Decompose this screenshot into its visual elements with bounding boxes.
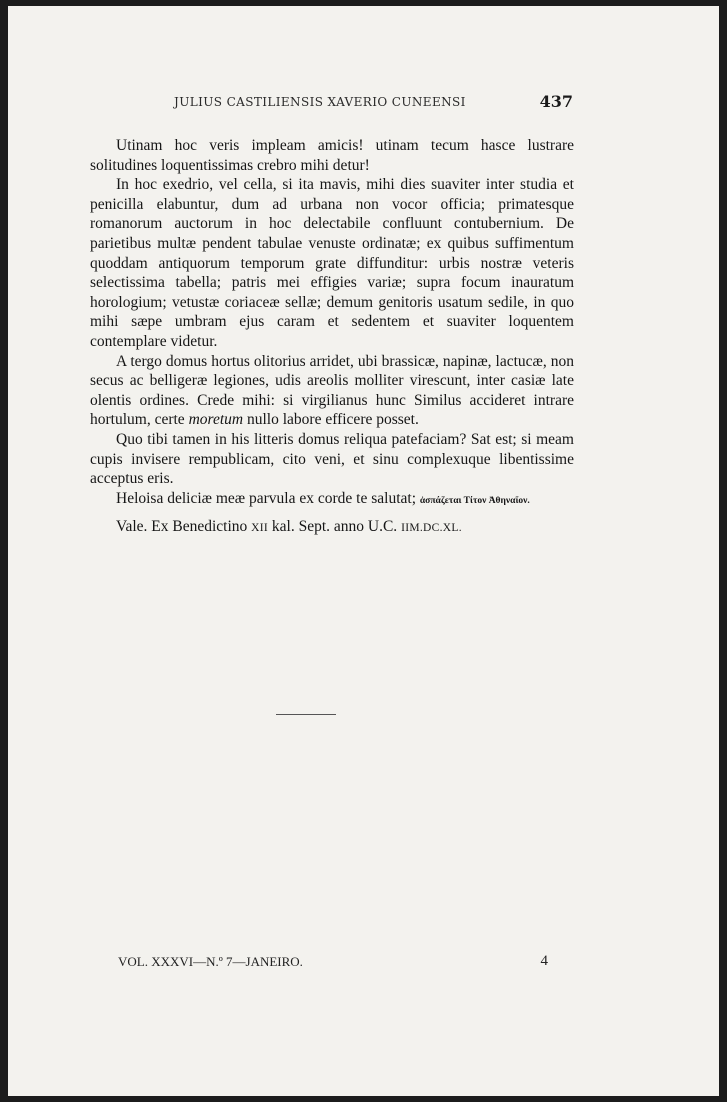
page-sheet [8, 6, 719, 1096]
paragraph-1: Utinam hoc veris impleam amicis! utinam tecum hasce lustrare solitudines loquentissimas crebro mihi detur! [90, 137, 574, 174]
closing-lead: Vale. Ex Benedictino [116, 518, 248, 536]
closing-mid: kal. Sept. anno U.C. [271, 518, 398, 536]
paragraph-2: In hoc exedrio, vel cella, si ita mavis, mihi dies suaviter inter studia et penicilla elabuntur, dum ad urbana non vocor officia; primatesque romanorum auctorum in hoc delectabile confluunt contubernium. De parietibus multæ pendent tabulae venuste ordinatæ; ex quibus suffimentum quoddam antiquorum temporum grate diffunditur: urbis nostræ veteris selectissima tabella; patris mei effigies variæ; supra focum inauratum horologium; vetustæ coriaceæ sellæ; demum genitoris usatum sedile, in quo mihi sæpe umbram ejus caram et sedentem et suaviter loquentem contemplare videtur. [90, 176, 574, 350]
page-header [174, 92, 579, 112]
closing-day: XII [251, 522, 269, 535]
heloisa-text: Heloisa deliciæ meæ parvula ex corde te salutat; [116, 489, 416, 507]
page-footer [118, 954, 548, 974]
paragraph-3 [90, 352, 574, 430]
closing-line [90, 517, 574, 539]
divider-rule [276, 714, 336, 715]
moretum-word: moretum [188, 411, 244, 429]
paragraph-4: Quo tibi tamen in his litteris domus reliqua patefaciam? Sat est; si meam cupis invisere rempublicam, cito veni, et sinu complexuque libentissime acceptus eris. [90, 430, 574, 488]
page-number: 437 [539, 92, 573, 111]
paragraph-3-tail: nullo labore efficere posset. [246, 411, 419, 429]
paragraph-3-text: A tergo domus hortus olitorius arridet, ubi brassicæ, napinæ, lactucæ, non secus ac belligeræ legiones, udis areolis molliter virescunt, inter casiæ late olentis ordines. Crede mihi: si virgilianus hunc Similus accideret intrare hortulum, certe [90, 352, 574, 429]
paragraph-heloisa [90, 489, 574, 512]
closing-year: IIM.DC.XL. [401, 522, 462, 535]
greek-phrase: ἀσπάζεται Τίτον Ἀθηναῖον. [419, 495, 530, 506]
sheet-signature: 4 [540, 953, 548, 969]
volume-signature: VOL. XXXVI—N.º 7—JANEIRO. [118, 954, 303, 969]
letter-body [90, 136, 574, 539]
running-head: JULIUS CASTILIENSIS XAVERIO CUNEENSI [174, 95, 466, 109]
